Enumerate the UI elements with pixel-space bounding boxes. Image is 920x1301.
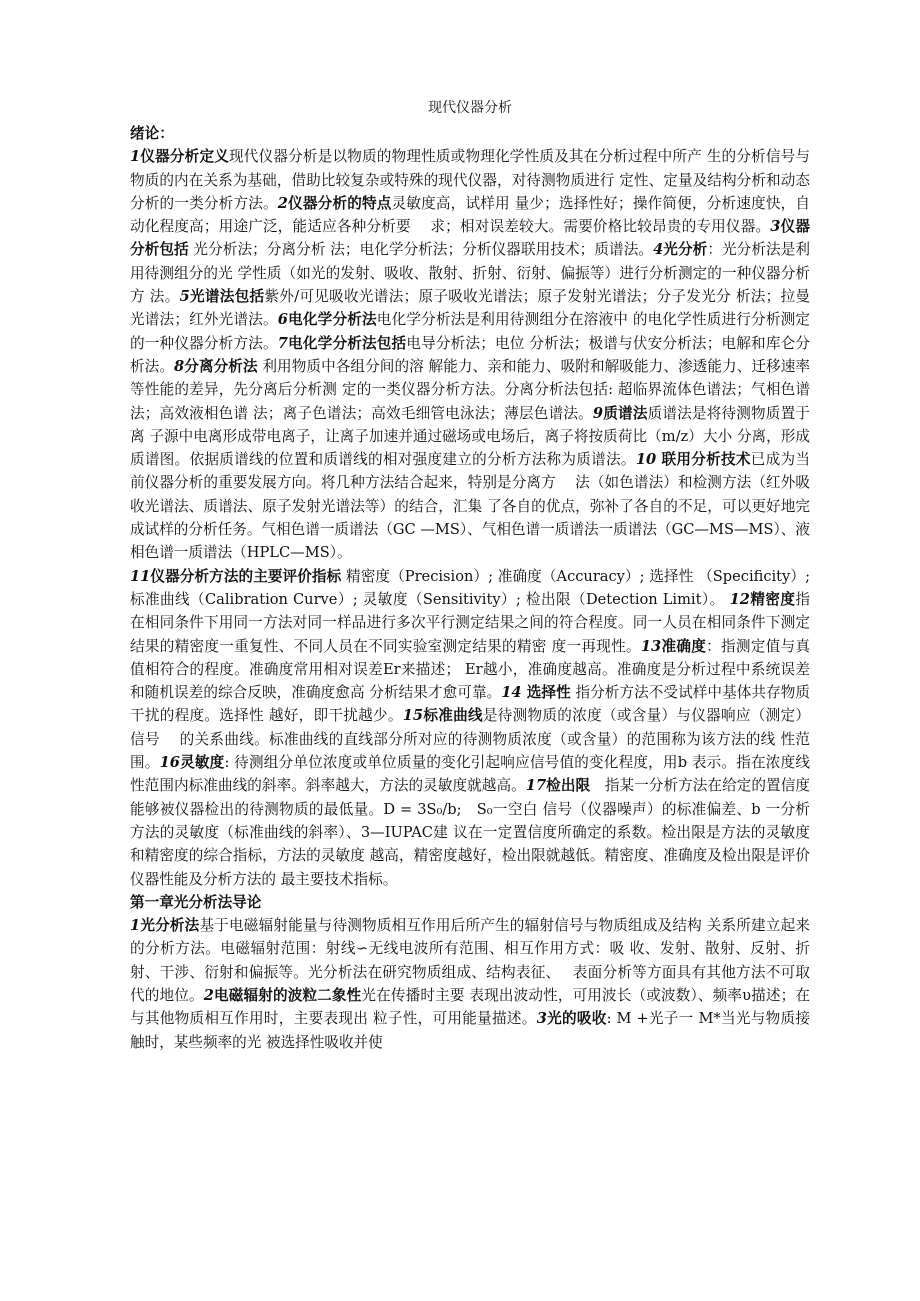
body-text: 灵敏度高，试样用 量少；选择性好；操作简便，分析速度快，自动化程度高；用途广泛，能适应各种分析要 求；相对误差较大。需要价格比较昂贵的专用仪器。 xyxy=(130,194,810,236)
item-number: 13 xyxy=(640,637,662,655)
term-label: 光分析 xyxy=(663,241,708,259)
body-text: 指在相同条件下用同一方法对同一样品进行多次平行测定结果之间的符合程度。同一人员在相同条件下测定结果的精密度一重复性、不同人员在不同实验室测定结果的精密 度一再现性。 xyxy=(130,590,810,655)
term-label: 准确度 xyxy=(661,637,707,655)
body-text: 指某一分析方法在给定的置信度能够被仪器检出的待测物质的最低量。D = 3S₀/b; S₀一空白 信号（仪器噪声）的标准偏差、b 一分析方法的灵敏度（标准曲线的斜率）、3—IUPAC建 议在一定置信度所确定的系数。检出限是方法的灵敏度和精密度的综合指标，方法的灵敏度 越高，精密度越好，检出限就越低。精密度、准确度及检出限是评价仪器性能及分析方法的 最主要技术指标。 xyxy=(130,777,810,888)
body-text: 电化学分析法是利用待测组分在溶液中 的电化学性质进行分析测定的一种仪器分析方法。 xyxy=(130,311,810,352)
item-number: 9 xyxy=(592,404,604,422)
item-number: 1 xyxy=(130,917,141,935)
term-label: 仪器分析定义 xyxy=(140,148,230,166)
item-number: 10 xyxy=(635,451,662,469)
item-number: 7 xyxy=(277,334,288,352)
term-label: 选择性 xyxy=(526,684,571,702)
term-label: 仪器分析包括 xyxy=(130,218,810,259)
term-label: 光的吸收 xyxy=(546,1010,607,1028)
item-number: 14 xyxy=(501,684,527,702)
term-label: 光谱法包括 xyxy=(189,288,265,306)
item-number: 12 xyxy=(729,590,750,608)
term-label: 质谱法 xyxy=(603,404,648,422)
body-text: : M +光子一 M*当光与物质接触时，某些频率的光 被选择性吸收并使 xyxy=(130,1010,810,1051)
chapter1-body xyxy=(130,914,810,1054)
item-number: 2 xyxy=(203,986,214,1004)
term-label: 分离分析法 xyxy=(184,357,258,375)
body-text: 指分析方法不受试样中基体共存物质干扰的程度。选择性 越好，即干扰越少。 xyxy=(130,684,810,725)
body-text: 电导分析法；电位 分析法；极谱与伏安分析法；电解和库仑分析法。 xyxy=(130,334,810,375)
intro-body xyxy=(130,145,810,891)
paragraph xyxy=(130,914,810,1054)
term-label: 光分析法 xyxy=(140,917,200,935)
item-number: 3 xyxy=(536,1010,547,1028)
term-label: 电磁辐射的波粒二象性 xyxy=(213,986,362,1004)
term-label: 电化学分析法 xyxy=(287,311,377,329)
body-text: 已成为当前仪器分析的重要发展方向。将几种方法结合起来，特别是分离方 法（如色谱法）和检测方法（红外吸收光谱法、质谱法、原子发射光谱法等）的结合，汇集 了各自的优点，弥补了各自的不足，可以更好地完成试样的分析任务。气相色谱一质谱法（GC —MS）、气相色谱一质谱法一质谱法（GC—MS—MS）、液相色谱一质谱法（HPLC—MS）。 xyxy=(130,451,810,562)
body-text: 基于电磁辐射能量与待测物质相互作用后所产生的辐射信号与物质组成及结构 关系所建立起来的分析方法。电磁辐射范围：射线∽无线电波所有范围、相互作用方式：吸 收、发射、散射、反射、折射、干涉、衍射和偏振等。光分析法在研究物质组成、结构表征、 表面分析等方面具有其他方法不可取代的地位。 xyxy=(130,917,810,1004)
item-number: 6 xyxy=(277,311,288,329)
item-number: 5 xyxy=(179,288,190,306)
body-text: 是待测物质的浓度（或含量）与仪器响应（测定）信号 的关系曲线。标准曲线的直线部分所对应的待测物质浓度（或含量）的范围称为该方法的线 性范围。 xyxy=(130,707,810,772)
body-text: ：光分析法是利用待测组分的光 学性质（如光的发射、吸收、散射、折射、衍射、偏振等）进行分析测定的一种仪器分析方 法。 xyxy=(130,241,810,306)
item-number: 4 xyxy=(653,241,664,259)
term-label: 检出限 xyxy=(546,777,591,795)
body-text: 质谱法是将待测物质置于离 子源中电离形成带电离子，让离子加速并通过磁场或电场后，离子将按质荷比（m/z）大小 分离，形成质谱图。依据质谱线的位置和质谱线的相对强度建立的分析方法称为质谱法。 xyxy=(130,404,810,469)
intro-heading: 绪论： xyxy=(130,125,174,142)
body-text: 精密度（Precision）; 准确度（Accuracy）; 选择性 （Specificity）; 标准曲线（Calibration Curve）; 灵敏度（Sensitivity）; 检出限（Detection Limit）。 xyxy=(130,567,810,608)
item-number: 2 xyxy=(277,194,288,212)
item-number: 8 xyxy=(174,357,185,375)
chapter1-heading: 第一章光分析法导论 xyxy=(130,893,262,911)
term-label: 联用分析技术 xyxy=(661,451,751,469)
term-label: 电化学分析法包括 xyxy=(287,334,407,352)
body-text: 现代仪器分析是以物质的物理性质或物理化学性质及其在分析过程中所产 生的分析信号与物质的内在关系为基础，借助比较复杂或特殊的现代仪器，对待测物质进行 定性、定量及结构分析和动态分析的一类分析方法。 xyxy=(130,148,810,212)
item-number: 15 xyxy=(402,707,424,725)
item-number: 16 xyxy=(159,754,180,772)
body-text: 利用物质中各组分间的溶 解能力、亲和能力、吸附和解吸能力、渗透能力、迁移速率等性能的差异，先分离后分析测 定的一类仪器分析方法。分离分析法包括: 超临界流体色谱法；气相色谱法；高效液相色谱 法；离子色谱法；高效毛细管电泳法；薄层色谱法。 xyxy=(130,357,810,422)
body-text: : 待测组分单位浓度或单位质量的变化引起响应信号值的变化程度，用b 表示。指在浓度线性范围内标准曲线的斜率。斜率越大，方法的灵敏度就越高。 xyxy=(130,754,810,795)
item-number: 17 xyxy=(525,777,547,795)
item-number: 3 xyxy=(770,218,781,236)
term-label: 仪器分析方法的主要评价指标 xyxy=(150,567,342,585)
item-number: 11 xyxy=(130,567,151,585)
paragraph xyxy=(130,145,810,564)
body-text: 光分析法；分离分析 法；电化学分析法；分析仪器联用技术；质谱法。 xyxy=(188,241,654,259)
term-label: 标准曲线 xyxy=(423,707,483,725)
body-text: 光在传播时主要 表现出波动性，可用波长（或波数）、频率υ描述；在与其他物质相互作用时，主要表现出 粒子性，可用能量描述。 xyxy=(130,986,810,1028)
item-number: 1 xyxy=(130,148,141,166)
term-label: 仪器分析的特点 xyxy=(287,194,392,212)
term-label: 灵敏度 xyxy=(179,754,225,772)
paragraph xyxy=(130,565,810,891)
body-text: ：指测定值与真值相符合的程度。准确度常用相对误差Er来描述； Er越小，准确度越高。准确度是分析过程中系统误差和随机误差的综合反映，准确度愈高 分析结果才愈可靠。 xyxy=(130,637,810,702)
document-title: 现代仪器分析 xyxy=(428,100,512,116)
body-text: 紫外/可见吸收光谱法；原子吸收光谱法；原子发射光谱法；分子发光分 析法；拉曼光谱法；红外光谱法。 xyxy=(130,288,810,329)
term-label: 精密度 xyxy=(749,590,796,608)
